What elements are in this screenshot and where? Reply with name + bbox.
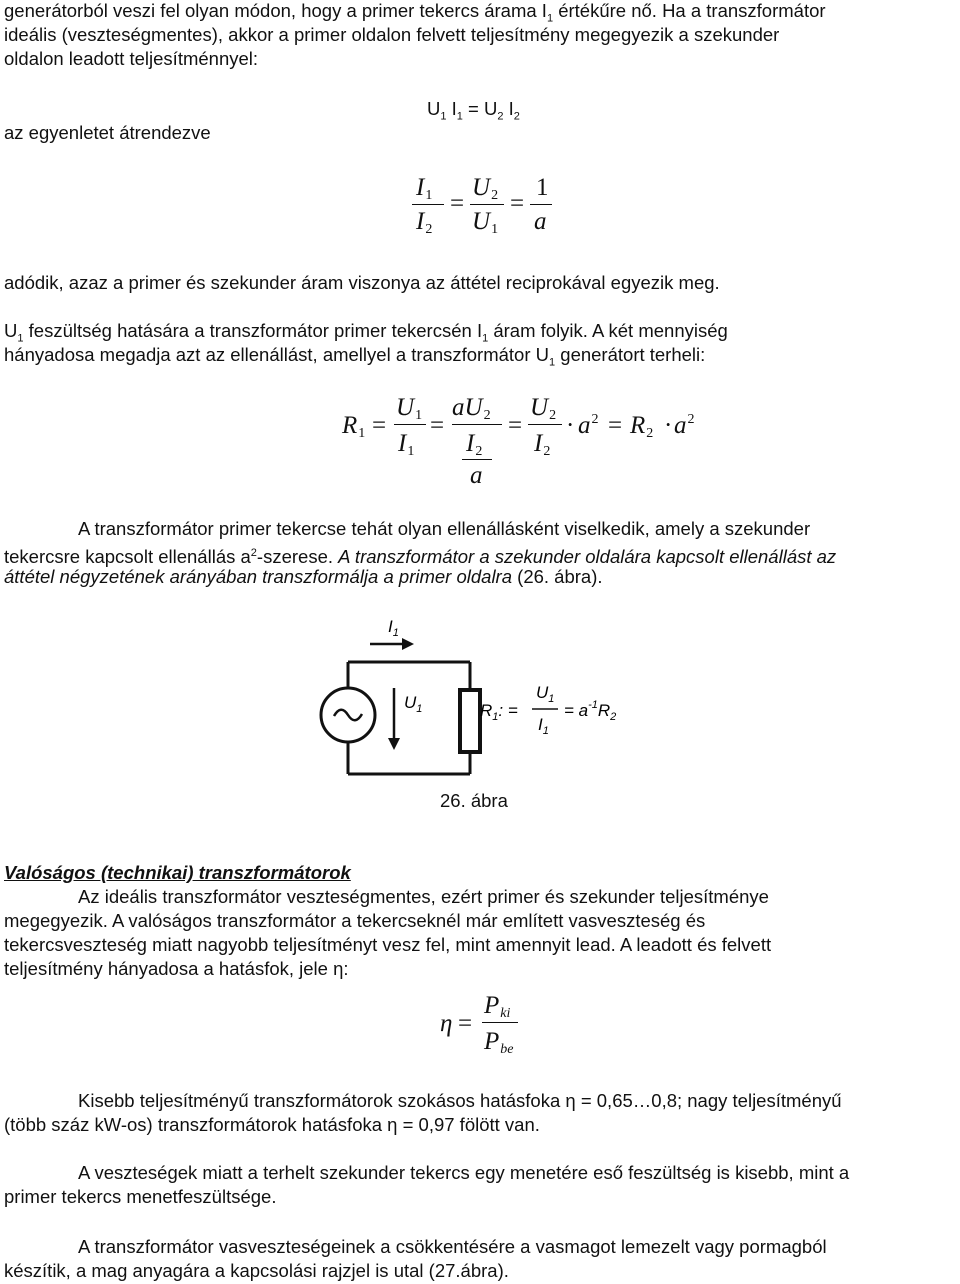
behave-line-2: tekercsre kapcsolt ellenállás $a^2$-szerese. A transzformátor a szekunder oldalára kapcsolt ellenállást az — [4, 546, 837, 568]
current-arrowhead-icon — [402, 638, 414, 650]
efficiency-line-2: (több száz kW-os) transzformátorok hatásfoka η = 0,97 fölött van. — [4, 1114, 540, 1135]
voltage-arrowhead-icon — [388, 738, 400, 750]
real-line-4: teljesítmény hányadosa a hatásfok, jele η: — [4, 958, 349, 979]
figure-formula-rhs: = $a^{-1}R_2$ — [564, 699, 617, 723]
figure-formula-r1: $R_1$: = — [480, 701, 518, 723]
efficiency-line-1: Kisebb teljesítményű transzformátorok szokásos hatásfoka η = 0,65…0,8; nagy teljesítményű — [78, 1090, 842, 1111]
core-line-2: készítik, a mag anyagára a kapcsolási rajzjel is utal (27.ábra). — [4, 1260, 509, 1281]
current-label: $I_1$ — [388, 617, 399, 639]
real-line-3: tekercsveszteség miatt nagyobb teljesítményt vesz fel, mint amennyit lead. A leadott és felvett — [4, 934, 772, 955]
intro-line-2: ideális (veszteségmentes), akkor a primer oldalon felvett teljesítmény megegyezik a szekunder — [4, 24, 780, 45]
voltage-label: $U_1$ — [404, 693, 423, 715]
intro-line-1: generátorból veszi fel olyan módon, hogy a primer tekercs árama $I_1$ értékűre nő. Ha a transzformátor — [4, 0, 826, 25]
rearrange-label: az egyenletet átrendezve — [4, 122, 211, 143]
section-heading: Valóságos (technikai) transzformátorok — [4, 862, 351, 883]
loss-line-1: A veszteségek miatt a terhelt szekunder tekercs egy menetére eső feszültség is kisebb, mint a — [78, 1162, 850, 1183]
resistor-icon — [460, 690, 480, 752]
circuit-figure — [310, 612, 650, 782]
figure-formula-den: $I_1$ — [538, 715, 549, 737]
behave-line-3: áttétel négyzetének arányában transzformálja a primer oldalra (26. ábra). — [4, 566, 603, 587]
sine-wave-icon — [334, 710, 362, 721]
load-line-1: $U_1$ feszültség hatására a transzformátor primer tekercsén $I_1$ áram folyik. A két mennyiség — [4, 320, 728, 345]
intro-line-3: oldalon leadott teljesítménnyel: — [4, 48, 259, 69]
figure-formula-num: $U_1$ — [536, 683, 555, 705]
real-line-1: Az ideális transzformátor veszteségmentes, ezért primer és szekunder teljesítménye — [78, 886, 769, 907]
figure-caption: 26. ábra — [440, 790, 508, 811]
power-equation: $U_1$ $I_1 = U_2$ $I_2$ — [427, 98, 520, 123]
loss-line-2: primer tekercs menetfeszültsége. — [4, 1186, 277, 1207]
behave-line-1: A transzformátor primer tekercse tehát olyan ellenállásként viselkedik, amely a szekunder — [78, 518, 811, 539]
real-line-2: megegyezik. A valóságos transzformátor a tekercseknél már említett vasveszteség és — [4, 910, 706, 931]
result-paragraph: adódik, azaz a primer és szekunder áram viszonya az áttétel reciprokával egyezik meg. — [4, 272, 720, 293]
core-line-1: A transzformátor vasveszteségeinek a csökkentésére a vasmagot lemezelt vagy pormagból — [78, 1236, 827, 1257]
load-line-2: hányadosa megadja azt az ellenállást, amellyel a transzformátor $U_1$ generátort terheli: — [4, 344, 706, 369]
